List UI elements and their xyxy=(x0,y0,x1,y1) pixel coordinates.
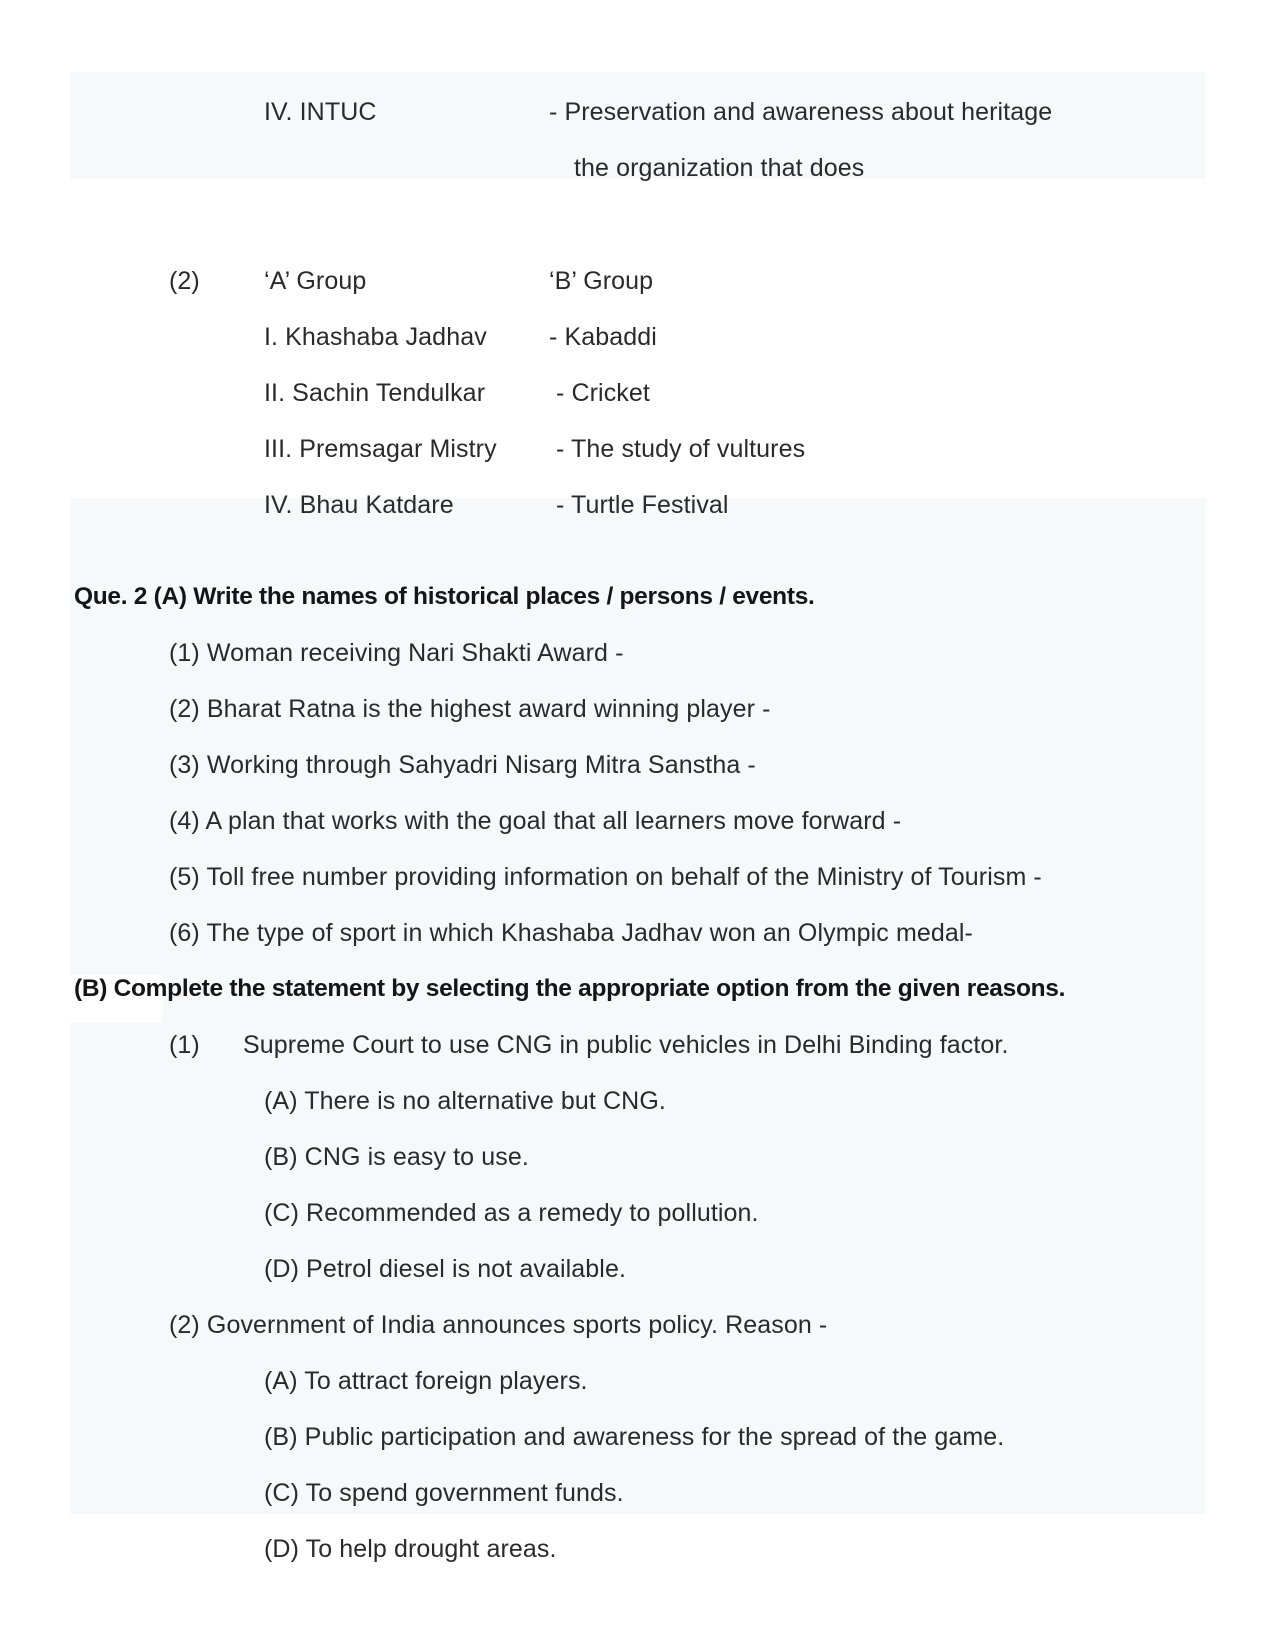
q2a-item-2: (2) Bharat Ratna is the highest award winning player - xyxy=(169,695,771,723)
q2b-q2-option-b: (B) Public participation and awareness for the spread of the game. xyxy=(264,1423,1005,1451)
q2b-q1-option-d: (D) Petrol diesel is not available. xyxy=(264,1255,626,1283)
group-b-item-1: - Kabaddi xyxy=(549,323,657,351)
group-a-header: ‘A’ Group xyxy=(264,267,367,295)
q2b-q1-text: Supreme Court to use CNG in public vehicles in Delhi Binding factor. xyxy=(243,1031,1009,1059)
q2b-q2-option-c: (C) To spend government funds. xyxy=(264,1479,624,1507)
q2a-item-5: (5) Toll free number providing information on behalf of the Ministry of Tourism - xyxy=(169,863,1042,891)
group-b-item-2: - Cricket xyxy=(556,379,650,407)
group-a-item-1: I. Khashaba Jadhav xyxy=(264,323,487,351)
q1-part2-number: (2) xyxy=(169,267,200,295)
q1-intuc-desc-line2: the organization that does xyxy=(574,154,865,182)
q2a-item-1: (1) Woman receiving Nari Shakti Award - xyxy=(169,639,624,667)
q2b-q2-option-d: (D) To help drought areas. xyxy=(264,1535,557,1563)
q2b-heading: (B) Complete the statement by selecting the appropriate option from the given reasons. xyxy=(74,975,1066,1002)
q2b-q1-number: (1) xyxy=(169,1031,200,1059)
group-b-item-3: - The study of vultures xyxy=(556,435,806,463)
q2a-item-6: (6) The type of sport in which Khashaba Jadhav won an Olympic medal- xyxy=(169,919,973,947)
q1-intuc-desc-line1: - Preservation and awareness about heritage xyxy=(549,98,1053,126)
q2a-item-3: (3) Working through Sahyadri Nisarg Mitra Sanstha - xyxy=(169,751,756,779)
q1-intuc-label: IV. INTUC xyxy=(264,98,377,126)
q2b-q2-text: (2) Government of India announces sports policy. Reason - xyxy=(169,1311,828,1339)
group-a-item-4: IV. Bhau Katdare xyxy=(264,491,454,519)
q2b-q1-option-a: (A) There is no alternative but CNG. xyxy=(264,1087,666,1115)
group-a-item-3: III. Premsagar Mistry xyxy=(264,435,497,463)
q2a-heading: Que. 2 (A) Write the names of historical places / persons / events. xyxy=(74,583,815,610)
q2b-q1-option-b: (B) CNG is easy to use. xyxy=(264,1143,529,1171)
q2b-q1-option-c: (C) Recommended as a remedy to pollution. xyxy=(264,1199,759,1227)
group-b-item-4: - Turtle Festival xyxy=(556,491,729,519)
group-a-item-2: II. Sachin Tendulkar xyxy=(264,379,486,407)
q2a-item-4: (4) A plan that works with the goal that all learners move forward - xyxy=(169,807,902,835)
group-b-header: ‘B’ Group xyxy=(549,267,654,295)
q2b-q2-option-a: (A) To attract foreign players. xyxy=(264,1367,588,1395)
